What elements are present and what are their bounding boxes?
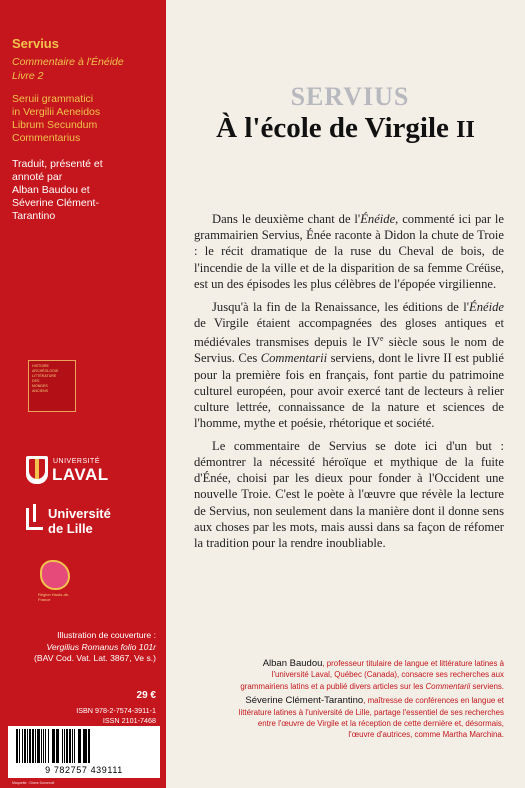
universite-lille-logo <box>26 504 146 536</box>
price: 29 € <box>136 690 156 701</box>
laval-logo-big: LAVAL <box>52 465 109 484</box>
work-title: Énéide <box>469 299 504 314</box>
design-credit: Maquette : Diane Dumesnil <box>12 781 55 785</box>
bio-name: Séverine Clément-Tarantino <box>245 695 364 707</box>
collection-logo-line: LITTÉRATURE <box>32 374 57 378</box>
barcode <box>8 726 160 778</box>
isbn: ISBN 978-2-7574-3911-1 <box>76 706 156 715</box>
blurb-paragraph: Le commentaire de Servius se dote ici d'un but : démontrer la nécessité héroïque et mythique de la fuite d'Énée, choisi par les dieux pour fonder à l'Occident une nouvelle Troie. C'est le poète à l'œuvre que révèle la lecture de Servius, non seulement dans la manière dont il donne sens aux choses par les mots, mais aussi dans sa façon de réfomer la tradition pour la rendre inoubliable. <box>194 438 504 551</box>
back-cover-sidebar <box>0 0 166 788</box>
blurb-text: Jusqu'à la fin de la Renaissance, les éditions de l' <box>212 299 470 314</box>
illustration-line: Illustration de couverture : <box>57 630 156 640</box>
author-bios <box>236 658 504 744</box>
sidebar-credits <box>12 158 103 223</box>
blurb-text: de Virgile étaient accompagnées des gloses antiques et médiévales transmises depuis le IV <box>194 315 504 350</box>
latin-title-line: Commentarius <box>12 132 81 144</box>
collection-logo-line: ARCHÉOLOGIE <box>32 369 59 373</box>
blurb-paragraph <box>194 299 504 432</box>
lille-logo-line1: Université <box>48 506 111 521</box>
credit-line: Traduit, présenté et <box>12 158 103 170</box>
work-title: Énéide <box>360 212 396 226</box>
collection-logo <box>28 360 76 412</box>
bio-clement-tarantino <box>236 695 504 741</box>
bio-text: serviens. <box>470 681 504 691</box>
book-title <box>166 112 525 145</box>
blurb-text: , commenté ici par le grammairien Servius, Énée raconte à Didon la chute de Troie : le récit dramatique de la ruse du Cheval de bois, de l'incendie de la ville et de la disparition de sa femme Créüse, est un des épisodes les plus célèbres de l'épopée virgilienne. <box>194 212 504 291</box>
credit-line: annoté par <box>12 171 63 183</box>
cover-author: SERVIUS <box>290 82 410 111</box>
region-map-icon <box>40 560 70 590</box>
bio-name: Alban Baudou <box>262 658 323 669</box>
latin-title-line: in Vergilii Aeneidos <box>12 106 101 118</box>
credit-line: Alban Baudou et <box>12 184 90 196</box>
collection-logo-line: DES <box>32 379 40 383</box>
cover-illustration-credit <box>14 630 156 665</box>
credit-line: Séverine Clément- <box>12 197 99 209</box>
sidebar-subtitle-line: Commentaire à l'Énéide <box>12 56 124 68</box>
isbn-block <box>14 706 156 726</box>
book-volume: II <box>456 117 475 143</box>
illustration-line: Vergilius Romanus folio 101r <box>46 641 156 652</box>
latin-title-line: Seruii grammatici <box>12 93 94 105</box>
blurb-text: siècle sous le nom de Servius. Ces <box>194 335 505 366</box>
work-title: Commentarii <box>425 681 471 691</box>
bio-baudou <box>236 658 504 692</box>
sidebar-subtitle <box>12 55 124 83</box>
issn: ISSN 2101-7468 <box>102 716 156 725</box>
credit-line: Tarantino <box>12 210 56 222</box>
collection-logo-line: ANCIENS <box>32 389 48 393</box>
sidebar-subtitle-line: Livre 2 <box>12 70 44 82</box>
barcode-bars <box>16 729 146 763</box>
region-logo <box>38 560 74 610</box>
latin-title-line: Librum Secundum <box>12 119 98 131</box>
work-title: Commentarii <box>260 351 328 366</box>
blurb-paragraph <box>194 211 504 292</box>
collection-logo-line: MONDES <box>32 384 48 388</box>
region-logo-text: Région Hauts-de-France <box>38 592 70 602</box>
collection-logo-line: HISTOIRE <box>32 364 49 368</box>
laval-shield-icon <box>26 456 48 484</box>
illustration-line: (BAV Cod. Vat. Lat. 3867, Ve s.) <box>34 653 156 663</box>
book-title-text: À l'école de Virgile <box>216 112 449 144</box>
universite-laval-logo <box>26 456 136 486</box>
barcode-number: 9 782757 439111 <box>45 765 123 775</box>
lille-mark-icon <box>26 508 43 530</box>
sidebar-latin-title <box>12 93 100 145</box>
superscript: e <box>379 333 384 343</box>
bio-text: , maîtresse de conférences en langue et littérature latines à l'université de Lille, partage l'essentiel de ses recherches entre l'œuvre de Virgile et la réception de cette dernière et, désormais, l'œuvre d'autrices, comme Martha Marchina. <box>238 696 504 740</box>
blurb <box>194 211 504 558</box>
sidebar-author: Servius <box>12 36 59 51</box>
blurb-text: Dans le deuxième chant de l' <box>212 212 361 226</box>
lille-logo-line2: de Lille <box>48 521 93 536</box>
bio-text: , professeur titulaire de langue et littérature latines à l'université Laval, Québec (Canada), consacre ses recherches aux grammairiens latins et a publié divers articles sur les <box>240 659 504 691</box>
blurb-text: serviens, dont le livre II est publié pour la première fois en français, font partie du patrimoine culturel européen, pour avoir exercé tant de lecteurs à relier culture lettrée, connaissance de la nature et sciences de l'homme, mythe et poésie, rhétorique et société. <box>194 351 504 431</box>
laval-logo-small: UNIVERSITÉ <box>53 458 101 465</box>
barcode-gap <box>90 729 91 763</box>
